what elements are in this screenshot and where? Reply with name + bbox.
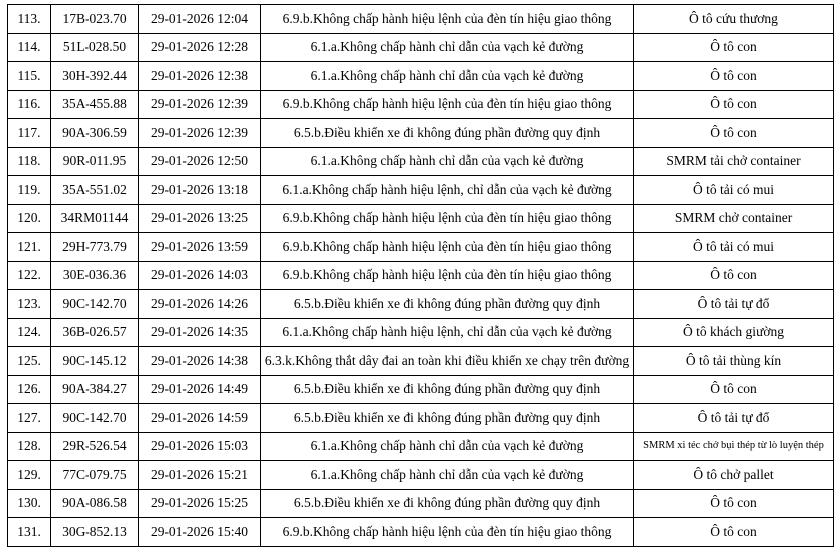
violation-cell: 6.9.b.Không chấp hành hiệu lệnh của đèn tín hiệu giao thông	[261, 261, 634, 290]
row-number-cell: 130.	[8, 489, 51, 518]
row-number-cell: 114.	[8, 33, 51, 62]
license-plate-cell: 29R-526.54	[51, 432, 139, 461]
table-row	[8, 404, 834, 433]
violation-cell: 6.1.a.Không chấp hành chỉ dẫn của vạch kẻ đường	[261, 62, 634, 91]
datetime-cell: 29-01-2026 12:39	[139, 90, 261, 119]
table-row	[8, 5, 834, 34]
license-plate-cell: 90C-142.70	[51, 290, 139, 319]
license-plate-cell: 30E-036.36	[51, 261, 139, 290]
vehicle-type-cell: Ô tô tải có mui	[634, 176, 834, 205]
license-plate-cell: 77C-079.75	[51, 461, 139, 490]
vehicle-type-cell: Ô tô con	[634, 375, 834, 404]
violation-cell: 6.1.a.Không chấp hành chỉ dẫn của vạch kẻ đường	[261, 461, 634, 490]
datetime-cell: 29-01-2026 14:26	[139, 290, 261, 319]
violation-cell: 6.1.a.Không chấp hành chỉ dẫn của vạch kẻ đường	[261, 147, 634, 176]
license-plate-cell: 90A-086.58	[51, 489, 139, 518]
datetime-cell: 29-01-2026 12:28	[139, 33, 261, 62]
license-plate-cell: 35A-455.88	[51, 90, 139, 119]
vehicle-type-cell: Ô tô tải tự đổ	[634, 290, 834, 319]
vehicle-type-cell: Ô tô con	[634, 62, 834, 91]
row-number-cell: 117.	[8, 119, 51, 148]
table-row	[8, 90, 834, 119]
datetime-cell: 29-01-2026 15:40	[139, 518, 261, 547]
table-row	[8, 347, 834, 376]
table-row	[8, 375, 834, 404]
row-number-cell: 128.	[8, 432, 51, 461]
row-number-cell: 124.	[8, 318, 51, 347]
table-row	[8, 119, 834, 148]
row-number-cell: 126.	[8, 375, 51, 404]
vehicle-type-cell: SMRM tải chở container	[634, 147, 834, 176]
datetime-cell: 29-01-2026 13:25	[139, 204, 261, 233]
license-plate-cell: 30H-392.44	[51, 62, 139, 91]
table-row	[8, 176, 834, 205]
datetime-cell: 29-01-2026 14:38	[139, 347, 261, 376]
table-row	[8, 290, 834, 319]
violation-cell: 6.9.b.Không chấp hành hiệu lệnh của đèn tín hiệu giao thông	[261, 204, 634, 233]
violation-cell: 6.1.a.Không chấp hành hiệu lệnh, chỉ dẫn của vạch kẻ đường	[261, 176, 634, 205]
violation-cell: 6.1.a.Không chấp hành chỉ dẫn của vạch kẻ đường	[261, 432, 634, 461]
vehicle-type-cell: Ô tô cứu thương	[634, 5, 834, 34]
table-row	[8, 204, 834, 233]
datetime-cell: 29-01-2026 12:39	[139, 119, 261, 148]
vehicle-type-cell: Ô tô tải có mui	[634, 233, 834, 262]
table-row	[8, 432, 834, 461]
datetime-cell: 29-01-2026 15:25	[139, 489, 261, 518]
license-plate-cell: 36B-026.57	[51, 318, 139, 347]
row-number-cell: 113.	[8, 5, 51, 34]
violation-cell: 6.5.b.Điều khiển xe đi không đúng phần đường quy định	[261, 290, 634, 319]
vehicle-type-cell: Ô tô con	[634, 489, 834, 518]
table-row	[8, 261, 834, 290]
vehicle-type-cell: Ô tô con	[634, 90, 834, 119]
datetime-cell: 29-01-2026 14:59	[139, 404, 261, 433]
row-number-cell: 115.	[8, 62, 51, 91]
vehicle-type-cell: Ô tô chở pallet	[634, 461, 834, 490]
vehicle-type-cell: Ô tô khách giường	[634, 318, 834, 347]
row-number-cell: 125.	[8, 347, 51, 376]
datetime-cell: 29-01-2026 13:59	[139, 233, 261, 262]
vehicle-type-cell: SMRM xi téc chở bụi thép từ lò luyện thép	[634, 432, 834, 461]
datetime-cell: 29-01-2026 14:49	[139, 375, 261, 404]
vehicle-type-cell: Ô tô tải thùng kín	[634, 347, 834, 376]
license-plate-cell: 90C-145.12	[51, 347, 139, 376]
table-row	[8, 318, 834, 347]
vehicle-type-cell: Ô tô con	[634, 261, 834, 290]
table-row	[8, 33, 834, 62]
table-row	[8, 489, 834, 518]
violation-cell: 6.1.a.Không chấp hành chỉ dẫn của vạch kẻ đường	[261, 33, 634, 62]
row-number-cell: 121.	[8, 233, 51, 262]
row-number-cell: 123.	[8, 290, 51, 319]
violation-cell: 6.9.b.Không chấp hành hiệu lệnh của đèn tín hiệu giao thông	[261, 518, 634, 547]
violation-cell: 6.5.b.Điều khiển xe đi không đúng phần đường quy định	[261, 489, 634, 518]
row-number-cell: 118.	[8, 147, 51, 176]
violation-cell: 6.9.b.Không chấp hành hiệu lệnh của đèn tín hiệu giao thông	[261, 233, 634, 262]
license-plate-cell: 30G-852.13	[51, 518, 139, 547]
datetime-cell: 29-01-2026 12:04	[139, 5, 261, 34]
table-row	[8, 461, 834, 490]
license-plate-cell: 51L-028.50	[51, 33, 139, 62]
table-row	[8, 147, 834, 176]
license-plate-cell: 17B-023.70	[51, 5, 139, 34]
violation-cell: 6.9.b.Không chấp hành hiệu lệnh của đèn tín hiệu giao thông	[261, 90, 634, 119]
violations-table	[7, 4, 834, 547]
violation-cell: 6.5.b.Điều khiển xe đi không đúng phần đường quy định	[261, 119, 634, 148]
datetime-cell: 29-01-2026 12:38	[139, 62, 261, 91]
violation-cell: 6.3.k.Không thắt dây đai an toàn khi điều khiển xe chạy trên đường	[261, 347, 634, 376]
license-plate-cell: 90R-011.95	[51, 147, 139, 176]
license-plate-cell: 90A-384.27	[51, 375, 139, 404]
license-plate-cell: 35A-551.02	[51, 176, 139, 205]
vehicle-type-cell: Ô tô tải tự đổ	[634, 404, 834, 433]
row-number-cell: 116.	[8, 90, 51, 119]
row-number-cell: 122.	[8, 261, 51, 290]
datetime-cell: 29-01-2026 12:50	[139, 147, 261, 176]
violation-cell: 6.1.a.Không chấp hành hiệu lệnh, chỉ dẫn của vạch kẻ đường	[261, 318, 634, 347]
vehicle-type-cell: SMRM chở container	[634, 204, 834, 233]
table-row	[8, 233, 834, 262]
table-row	[8, 518, 834, 547]
datetime-cell: 29-01-2026 14:35	[139, 318, 261, 347]
row-number-cell: 131.	[8, 518, 51, 547]
datetime-cell: 29-01-2026 15:21	[139, 461, 261, 490]
row-number-cell: 129.	[8, 461, 51, 490]
violation-cell: 6.9.b.Không chấp hành hiệu lệnh của đèn tín hiệu giao thông	[261, 5, 634, 34]
vehicle-type-cell: Ô tô con	[634, 33, 834, 62]
datetime-cell: 29-01-2026 14:03	[139, 261, 261, 290]
license-plate-cell: 90A-306.59	[51, 119, 139, 148]
datetime-cell: 29-01-2026 15:03	[139, 432, 261, 461]
violation-cell: 6.5.b.Điều khiển xe đi không đúng phần đường quy định	[261, 404, 634, 433]
license-plate-cell: 34RM01144	[51, 204, 139, 233]
row-number-cell: 127.	[8, 404, 51, 433]
datetime-cell: 29-01-2026 13:18	[139, 176, 261, 205]
table-row	[8, 62, 834, 91]
license-plate-cell: 90C-142.70	[51, 404, 139, 433]
violation-cell: 6.5.b.Điều khiển xe đi không đúng phần đường quy định	[261, 375, 634, 404]
row-number-cell: 119.	[8, 176, 51, 205]
row-number-cell: 120.	[8, 204, 51, 233]
vehicle-type-cell: Ô tô con	[634, 518, 834, 547]
vehicle-type-cell: Ô tô con	[634, 119, 834, 148]
table-body	[8, 5, 834, 547]
license-plate-cell: 29H-773.79	[51, 233, 139, 262]
